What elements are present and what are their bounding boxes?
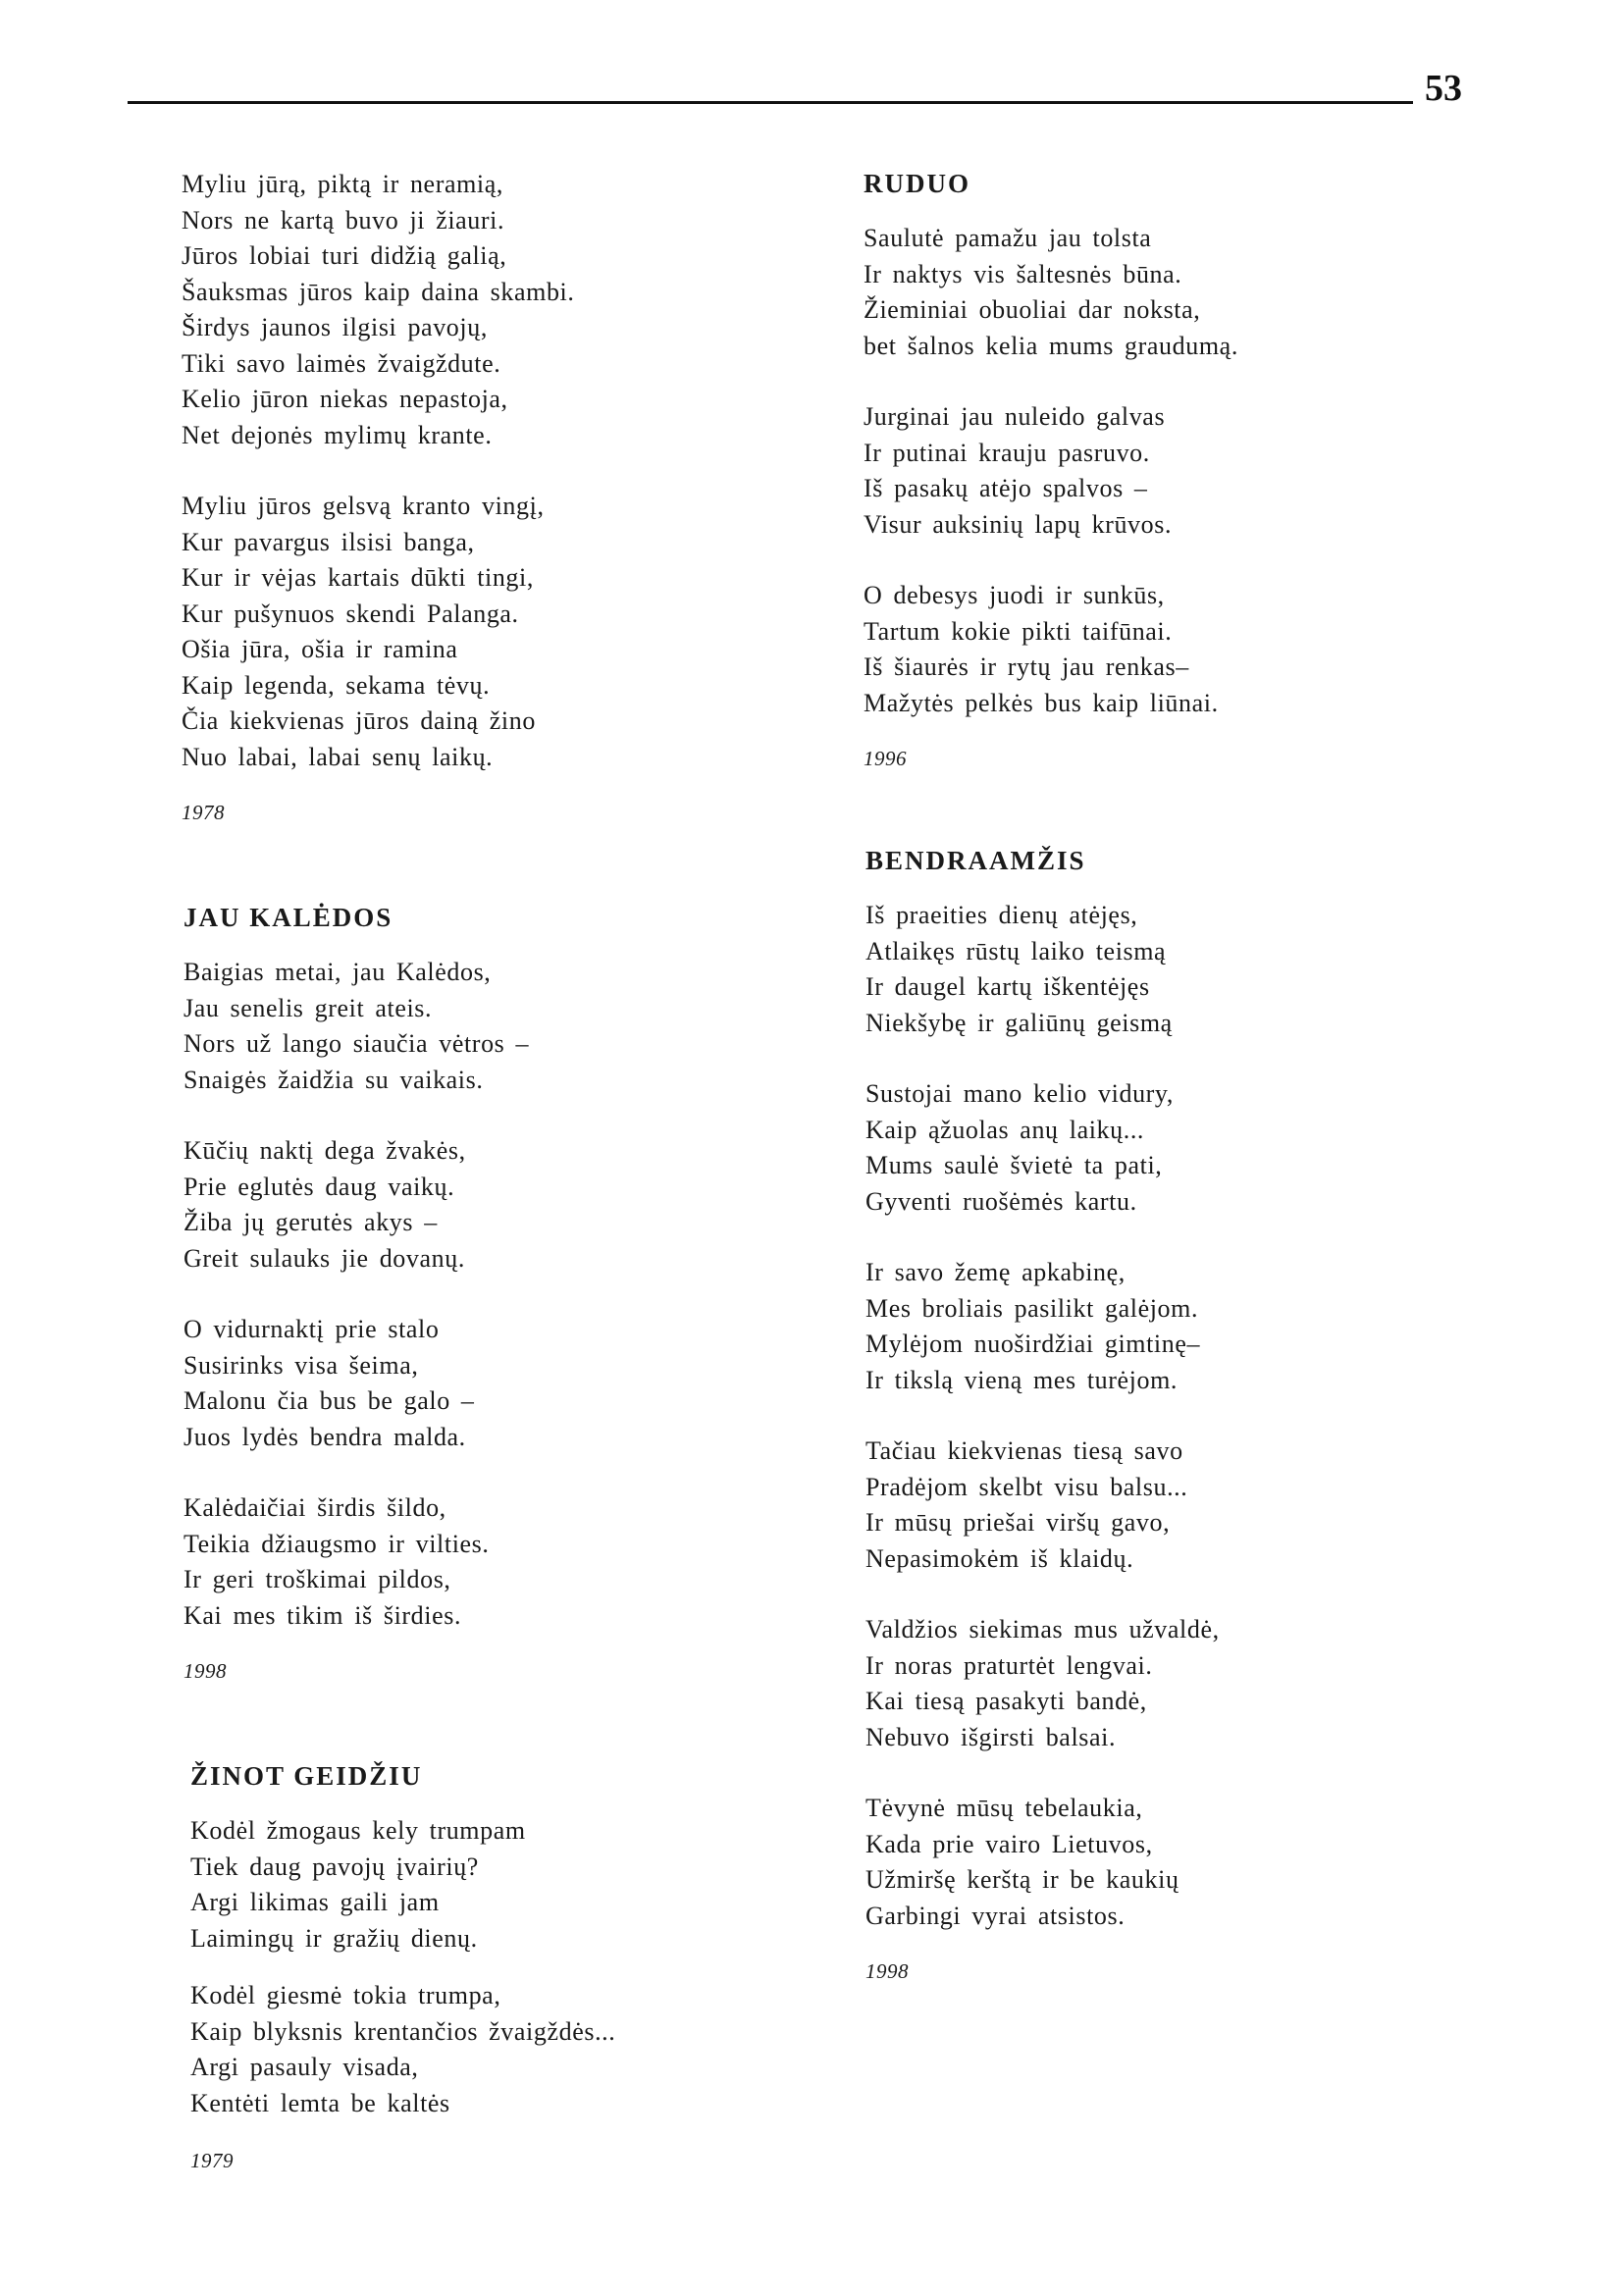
poem-line: Saulutė pamažu jau tolsta xyxy=(864,224,1152,252)
poem-line: Jau senelis greit ateis. xyxy=(183,993,433,1022)
page-number: 53 xyxy=(1425,68,1462,109)
stanza xyxy=(183,1490,529,1634)
stanza xyxy=(182,167,574,453)
stanza xyxy=(865,1076,1220,1220)
poem-line: Iš praeities dienų atėjęs, xyxy=(865,901,1138,929)
poem-line: Jūros lobiai turi didžią galią, xyxy=(182,241,507,270)
poem-title: BENDRAAMŽIS xyxy=(865,846,1086,875)
poem-line: Kur ir vėjas kartais dūkti tingi, xyxy=(182,563,534,592)
poem-year: 1998 xyxy=(183,1659,227,1683)
poem-line: Kaip legenda, sekama tėvų. xyxy=(182,670,491,700)
poem-line: Prie eglutės daug vaikų. xyxy=(183,1172,455,1201)
poem-line: Kentėti lemta be kaltės xyxy=(190,2088,450,2117)
poem-jau-kaledos xyxy=(183,903,529,1684)
poem-line: Mums saulė švietė ta pati, xyxy=(865,1151,1163,1179)
poem-ruduo xyxy=(864,169,1238,771)
poem-title: ŽINOT GEIDŽIU xyxy=(190,1761,423,1791)
poem-line: Pradėjom skelbt visu balsu... xyxy=(865,1472,1188,1501)
poem-line: Nepasimokėm iš klaidų. xyxy=(865,1543,1134,1573)
poem-year: 1979 xyxy=(190,2149,234,2172)
stanza xyxy=(182,489,574,775)
poem-line: Tartum kokie pikti taifūnai. xyxy=(864,616,1173,646)
poem-line: Iš pasakų atėjo spalvos – xyxy=(864,474,1148,502)
poem-line: Malonu čia bus be galo – xyxy=(183,1386,475,1415)
stanza xyxy=(865,1434,1220,1577)
poem-line: Nuo labai, labai senų laikų. xyxy=(182,742,494,771)
poem-line: Atlaikęs rūstų laiko teismą xyxy=(865,936,1167,965)
poem-line: Teikia džiaugsmo ir vilties. xyxy=(183,1529,490,1558)
poem-line: Kai mes tikim iš širdies. xyxy=(183,1600,462,1630)
stanza xyxy=(865,1791,1220,1934)
poem-line: Ir mūsų priešai viršų gavo, xyxy=(865,1508,1171,1537)
poem-line: Nors už lango siaučia vėtros – xyxy=(183,1029,530,1058)
poem-line: Tiki savo laimės žvaigždute. xyxy=(182,348,501,378)
poem-title: RUDUO xyxy=(864,169,970,198)
poem-line: Jurginai jau nuleido galvas xyxy=(864,402,1166,431)
poem-line: Ir geri troškimai pildos, xyxy=(183,1565,451,1593)
poem-line: Žiba jų gerutės akys – xyxy=(183,1208,438,1236)
stanza xyxy=(865,1255,1220,1398)
poem-line: Kaip blyksnis krentančios žvaigždės... xyxy=(190,2016,616,2046)
poem-line: Ir tikslą vieną mes turėjom. xyxy=(865,1365,1178,1394)
poem-year: 1996 xyxy=(864,747,907,770)
poem-line: Argi pasauly visada, xyxy=(190,2053,419,2081)
poem-line: Mes broliais pasilikt galėjom. xyxy=(865,1293,1199,1323)
poem-line: Kur pavargus ilsisi banga, xyxy=(182,527,475,556)
poem-line: Nors ne kartą buvo ji žiauri. xyxy=(182,205,505,235)
poem-line: Net dejonės mylimų krante. xyxy=(182,420,493,449)
stanza xyxy=(864,578,1238,721)
poem-line: Ir putinai krauju pasruvo. xyxy=(864,438,1150,467)
poem-line: Ošia jūra, ošia ir ramina xyxy=(182,635,458,663)
poem-line: Baigias metai, jau Kalėdos, xyxy=(183,958,492,986)
poem-line: Kūčių naktį dega žvakės, xyxy=(183,1136,466,1165)
poem-line: bet šalnos kelia mums graudumą. xyxy=(864,331,1238,360)
poem-line: Sustojai mano kelio vidury, xyxy=(865,1079,1174,1108)
poem-line: Šauksmas jūros kaip daina skambi. xyxy=(182,277,575,306)
poem-line: Ir noras praturtėt lengvai. xyxy=(865,1650,1153,1680)
poem-sea xyxy=(182,167,574,825)
poem-line: Juos lydės bendra malda. xyxy=(183,1422,466,1451)
poem-year: 1978 xyxy=(182,801,225,824)
stanza xyxy=(190,1978,615,2121)
poem-zinot-geidziu xyxy=(190,1761,615,2173)
poem-line: Tačiau kiekvienas tiesą savo xyxy=(865,1436,1183,1465)
poem-line: Ir savo žemę apkabinę, xyxy=(865,1258,1126,1286)
poem-line: Snaigės žaidžia su vaikais. xyxy=(183,1065,484,1094)
stanza xyxy=(183,1133,529,1277)
poem-line: Kalėdaičiai širdis šildo, xyxy=(183,1493,446,1522)
poem-line: Valdžios siekimas mus užvaldė, xyxy=(865,1615,1220,1643)
poem-line: Ir daugel kartų iškentėjęs xyxy=(865,972,1150,1001)
stanza xyxy=(183,955,529,1098)
poem-line: Širdys jaunos ilgisi pavojų, xyxy=(182,313,488,341)
poem-line: Kodėl žmogaus kely trumpam xyxy=(190,1816,526,1845)
poem-line: Žieminiai obuoliai dar noksta, xyxy=(864,295,1201,324)
stanza xyxy=(183,1312,529,1455)
poem-line: Kaip ąžuolas anų laikų... xyxy=(865,1115,1145,1144)
poem-line: Iš šiaurės ir rytų jau renkas– xyxy=(864,652,1189,681)
poem-line: Tėvynė mūsų tebelaukia, xyxy=(865,1794,1143,1822)
poem-line: Ir naktys vis šaltesnės būna. xyxy=(864,259,1182,288)
poem-line: O vidurnaktį prie stalo xyxy=(183,1315,440,1343)
stanza xyxy=(190,1813,615,1956)
poem-line: Užmiršę kerštą ir be kaukių xyxy=(865,1865,1179,1894)
poem-line: Kelio jūron niekas nepastoja, xyxy=(182,385,508,413)
header-rule xyxy=(128,101,1413,104)
poem-year: 1998 xyxy=(865,1959,909,1983)
stanza xyxy=(864,221,1238,364)
stanza xyxy=(864,399,1238,543)
poem-line: Kur pušynuos skendi Palanga. xyxy=(182,599,519,628)
poem-line: Myliu jūrą, piktą ir neramią, xyxy=(182,170,503,198)
poem-line: Kodėl giesmė tokia trumpa, xyxy=(190,1981,501,2009)
poem-line: Mažytės pelkės bus kaip liūnai. xyxy=(864,688,1219,717)
poem-line: Susirinks visa šeima, xyxy=(183,1350,419,1380)
poem-line: Garbingi vyrai atsistos. xyxy=(865,1901,1126,1930)
poem-title: JAU KALĖDOS xyxy=(183,903,393,932)
poem-line: Laimingų ir gražių dienų. xyxy=(190,1923,478,1953)
poem-line: O debesys juodi ir sunkūs, xyxy=(864,581,1165,609)
stanza xyxy=(865,898,1220,1041)
poem-line: Greit sulauks jie dovanų. xyxy=(183,1243,465,1273)
poem-line: Visur auksinių lapų krūvos. xyxy=(864,509,1173,539)
poem-line: Kada prie vairo Lietuvos, xyxy=(865,1829,1153,1858)
poem-line: Gyventi ruošėmės kartu. xyxy=(865,1186,1137,1216)
poem-line: Mylėjom nuoširdžiai gimtinę– xyxy=(865,1330,1201,1358)
poem-line: Kai tiesą pasakyti bandė, xyxy=(865,1687,1147,1715)
stanza xyxy=(865,1612,1220,1755)
poem-line: Niekšybę ir galiūnų geismą xyxy=(865,1008,1173,1037)
poem-line: Nebuvo išgirsti balsai. xyxy=(865,1722,1117,1751)
poem-bendraamzis xyxy=(865,846,1220,1984)
poem-line: Argi likimas gaili jam xyxy=(190,1888,440,1916)
poem-line: Myliu jūros gelsvą kranto vingį, xyxy=(182,492,545,520)
poem-line: Tiek daug pavojų įvairių? xyxy=(190,1852,479,1881)
poem-line: Čia kiekvienas jūros dainą žino xyxy=(182,706,536,735)
